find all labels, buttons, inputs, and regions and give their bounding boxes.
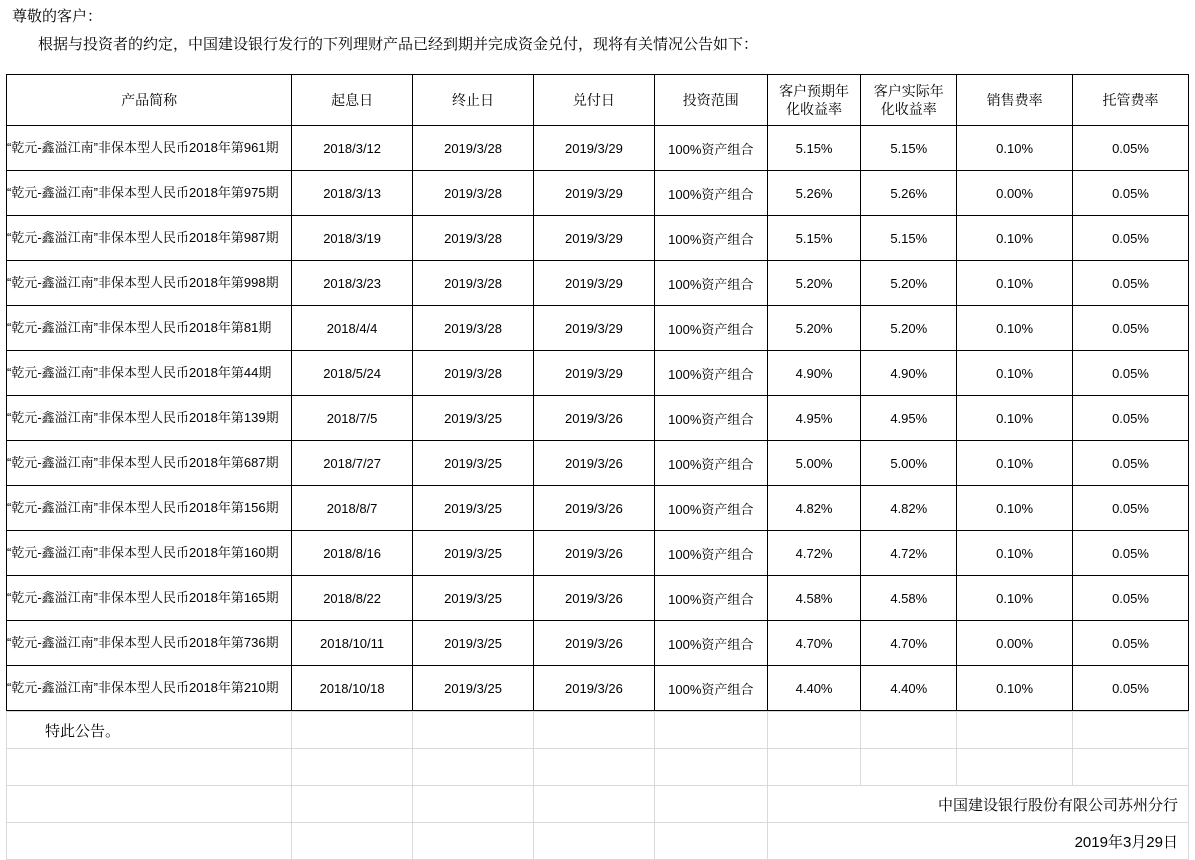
cell-expected-rate: 4.70% (767, 621, 861, 666)
col-header-actual-rate (861, 75, 957, 126)
cell-sales-fee: 0.00% (957, 171, 1073, 216)
cell-expected-rate: 4.82% (767, 486, 861, 531)
table-row (7, 126, 1189, 171)
cell-scope: 100%资产组合 (654, 621, 767, 666)
footer-blank-cell (292, 712, 413, 749)
cell-product: “乾元-鑫溢江南”非保本型人民币2018年第687期 (7, 441, 292, 486)
footer-blank-cell (533, 786, 654, 823)
cell-custody-fee: 0.05% (1073, 621, 1189, 666)
cell-product: “乾元-鑫溢江南”非保本型人民币2018年第961期 (7, 126, 292, 171)
cell-end-date: 2019/3/25 (413, 531, 534, 576)
cell-payment-date: 2019/3/26 (533, 621, 654, 666)
cell-scope: 100%资产组合 (654, 306, 767, 351)
cell-end-date: 2019/3/28 (413, 351, 534, 396)
footer-blank-cell (7, 749, 292, 786)
col-header-end-date: 终止日 (413, 75, 534, 126)
cell-product: “乾元-鑫溢江南”非保本型人民币2018年第210期 (7, 666, 292, 711)
cell-product: “乾元-鑫溢江南”非保本型人民币2018年第165期 (7, 576, 292, 621)
cell-sales-fee: 0.10% (957, 126, 1073, 171)
footer-blank-cell (7, 823, 292, 860)
cell-actual-rate: 4.70% (861, 621, 957, 666)
cell-start-date: 2018/8/7 (292, 486, 413, 531)
cell-start-date: 2018/5/24 (292, 351, 413, 396)
cell-expected-rate: 4.40% (767, 666, 861, 711)
col-header-sales-fee: 销售费率 (957, 75, 1073, 126)
cell-scope: 100%资产组合 (654, 486, 767, 531)
cell-expected-rate: 5.20% (767, 261, 861, 306)
cell-end-date: 2019/3/25 (413, 621, 534, 666)
cell-custody-fee: 0.05% (1073, 486, 1189, 531)
cell-scope: 100%资产组合 (654, 531, 767, 576)
cell-start-date: 2018/8/22 (292, 576, 413, 621)
salutation-text: 尊敬的客户： (12, 8, 103, 25)
cell-actual-rate: 5.15% (861, 216, 957, 261)
cell-expected-rate: 5.00% (767, 441, 861, 486)
cell-start-date: 2018/4/4 (292, 306, 413, 351)
table-row (7, 261, 1189, 306)
table-row (7, 621, 1189, 666)
col-header-start-date: 起息日 (292, 75, 413, 126)
footer-blank-cell (533, 749, 654, 786)
footer-blank-cell (533, 712, 654, 749)
cell-sales-fee: 0.10% (957, 531, 1073, 576)
cell-actual-rate: 5.26% (861, 171, 957, 216)
table-row (7, 306, 1189, 351)
table-row (7, 531, 1189, 576)
cell-sales-fee: 0.10% (957, 351, 1073, 396)
cell-expected-rate: 5.15% (767, 216, 861, 261)
cell-expected-rate: 5.26% (767, 171, 861, 216)
cell-custody-fee: 0.05% (1073, 306, 1189, 351)
cell-start-date: 2018/7/5 (292, 396, 413, 441)
cell-start-date: 2018/8/16 (292, 531, 413, 576)
footer-blank-cell (1073, 712, 1189, 749)
cell-end-date: 2019/3/28 (413, 261, 534, 306)
col-header-product: 产品简称 (7, 75, 292, 126)
cell-custody-fee: 0.05% (1073, 216, 1189, 261)
footer-blank-cell (292, 786, 413, 823)
footer-blank-cell (413, 712, 534, 749)
cell-expected-rate: 5.20% (767, 306, 861, 351)
footer-blank-cell (654, 712, 767, 749)
cell-product: “乾元-鑫溢江南”非保本型人民币2018年第44期 (7, 351, 292, 396)
cell-payment-date: 2019/3/26 (533, 486, 654, 531)
cell-end-date: 2019/3/28 (413, 126, 534, 171)
cell-sales-fee: 0.10% (957, 216, 1073, 261)
footer-blank-cell (413, 823, 534, 860)
footer-blank-cell (861, 749, 957, 786)
cell-payment-date: 2019/3/26 (533, 666, 654, 711)
cell-sales-fee: 0.10% (957, 306, 1073, 351)
cell-actual-rate: 4.72% (861, 531, 957, 576)
footer-blank-cell (654, 786, 767, 823)
cell-custody-fee: 0.05% (1073, 171, 1189, 216)
cell-scope: 100%资产组合 (654, 396, 767, 441)
footer-row-notice (7, 712, 1189, 749)
cell-scope: 100%资产组合 (654, 576, 767, 621)
col-header-expected-rate-line1: 客户预期年 (779, 83, 850, 99)
table-row (7, 351, 1189, 396)
cell-sales-fee: 0.10% (957, 576, 1073, 621)
cell-payment-date: 2019/3/29 (533, 216, 654, 261)
cell-custody-fee: 0.05% (1073, 666, 1189, 711)
table-row (7, 171, 1189, 216)
footer-blank-cell (861, 712, 957, 749)
col-header-scope: 投资范围 (654, 75, 767, 126)
cell-expected-rate: 4.58% (767, 576, 861, 621)
table-header (7, 75, 1189, 126)
table-row (7, 216, 1189, 261)
document-date: 2019年3月29日 (767, 823, 1188, 860)
footer-row-date (7, 823, 1189, 860)
cell-expected-rate: 4.72% (767, 531, 861, 576)
cell-start-date: 2018/7/27 (292, 441, 413, 486)
cell-product: “乾元-鑫溢江南”非保本型人民币2018年第975期 (7, 171, 292, 216)
cell-sales-fee: 0.10% (957, 396, 1073, 441)
table-row (7, 666, 1189, 711)
table-row (7, 576, 1189, 621)
col-header-expected-rate-line2: 化收益率 (786, 101, 843, 117)
cell-scope: 100%资产组合 (654, 441, 767, 486)
cell-product: “乾元-鑫溢江南”非保本型人民币2018年第139期 (7, 396, 292, 441)
cell-start-date: 2018/10/18 (292, 666, 413, 711)
cell-start-date: 2018/3/13 (292, 171, 413, 216)
cell-scope: 100%资产组合 (654, 171, 767, 216)
cell-sales-fee: 0.10% (957, 486, 1073, 531)
table-row (7, 396, 1189, 441)
cell-custody-fee: 0.05% (1073, 126, 1189, 171)
cell-expected-rate: 4.95% (767, 396, 861, 441)
products-table (6, 74, 1189, 711)
cell-product: “乾元-鑫溢江南”非保本型人民币2018年第81期 (7, 306, 292, 351)
cell-start-date: 2018/3/19 (292, 216, 413, 261)
cell-end-date: 2019/3/25 (413, 576, 534, 621)
cell-end-date: 2019/3/25 (413, 441, 534, 486)
cell-sales-fee: 0.00% (957, 621, 1073, 666)
cell-start-date: 2018/10/11 (292, 621, 413, 666)
cell-custody-fee: 0.05% (1073, 531, 1189, 576)
cell-product: “乾元-鑫溢江南”非保本型人民币2018年第998期 (7, 261, 292, 306)
footer-blank-cell (7, 786, 292, 823)
cell-payment-date: 2019/3/26 (533, 531, 654, 576)
col-header-payment-date: 兑付日 (533, 75, 654, 126)
cell-payment-date: 2019/3/26 (533, 576, 654, 621)
table-body (7, 126, 1189, 711)
cell-actual-rate: 4.95% (861, 396, 957, 441)
table-row (7, 441, 1189, 486)
cell-scope: 100%资产组合 (654, 351, 767, 396)
footer-blank-cell (654, 823, 767, 860)
cell-start-date: 2018/3/23 (292, 261, 413, 306)
cell-payment-date: 2019/3/29 (533, 126, 654, 171)
notice-text: 特此公告。 (7, 712, 292, 749)
cell-custody-fee: 0.05% (1073, 441, 1189, 486)
footer-blank-cell (1073, 749, 1189, 786)
col-header-actual-rate-line2: 化收益率 (880, 101, 937, 117)
intro-paragraph: 根据与投资者的约定，中国建设银行发行的下列理财产品已经到期并完成资金兑付，现将有关情况公告如下： (38, 36, 759, 53)
footer-blank-cell (767, 749, 861, 786)
cell-actual-rate: 4.82% (861, 486, 957, 531)
footer-blank-cell (957, 749, 1073, 786)
cell-end-date: 2019/3/25 (413, 396, 534, 441)
cell-product: “乾元-鑫溢江南”非保本型人民币2018年第160期 (7, 531, 292, 576)
cell-actual-rate: 5.20% (861, 306, 957, 351)
cell-scope: 100%资产组合 (654, 666, 767, 711)
cell-payment-date: 2019/3/26 (533, 396, 654, 441)
cell-expected-rate: 4.90% (767, 351, 861, 396)
cell-actual-rate: 5.15% (861, 126, 957, 171)
cell-sales-fee: 0.10% (957, 666, 1073, 711)
cell-actual-rate: 4.90% (861, 351, 957, 396)
table-row (7, 486, 1189, 531)
issuer-name: 中国建设银行股份有限公司苏州分行 (767, 786, 1188, 823)
footer-blank-cell (533, 823, 654, 860)
col-header-expected-rate (767, 75, 861, 126)
cell-end-date: 2019/3/25 (413, 666, 534, 711)
cell-payment-date: 2019/3/29 (533, 261, 654, 306)
footer-row-empty (7, 749, 1189, 786)
cell-custody-fee: 0.05% (1073, 351, 1189, 396)
cell-start-date: 2018/3/12 (292, 126, 413, 171)
cell-sales-fee: 0.10% (957, 441, 1073, 486)
cell-payment-date: 2019/3/29 (533, 171, 654, 216)
cell-custody-fee: 0.05% (1073, 261, 1189, 306)
cell-end-date: 2019/3/28 (413, 171, 534, 216)
cell-product: “乾元-鑫溢江南”非保本型人民币2018年第736期 (7, 621, 292, 666)
header-row (7, 75, 1189, 126)
footer-blank-cell (413, 749, 534, 786)
cell-payment-date: 2019/3/29 (533, 351, 654, 396)
cell-custody-fee: 0.05% (1073, 576, 1189, 621)
cell-actual-rate: 5.00% (861, 441, 957, 486)
footer-blank-cell (292, 823, 413, 860)
cell-product: “乾元-鑫溢江南”非保本型人民币2018年第156期 (7, 486, 292, 531)
cell-expected-rate: 5.15% (767, 126, 861, 171)
cell-payment-date: 2019/3/29 (533, 306, 654, 351)
cell-actual-rate: 4.40% (861, 666, 957, 711)
col-header-custody-fee: 托管费率 (1073, 75, 1189, 126)
cell-scope: 100%资产组合 (654, 261, 767, 306)
col-header-actual-rate-line1: 客户实际年 (873, 83, 944, 99)
cell-product: “乾元-鑫溢江南”非保本型人民币2018年第987期 (7, 216, 292, 261)
footer-blank-cell (654, 749, 767, 786)
cell-custody-fee: 0.05% (1073, 396, 1189, 441)
cell-scope: 100%资产组合 (654, 216, 767, 261)
footer-blank-cell (413, 786, 534, 823)
cell-actual-rate: 5.20% (861, 261, 957, 306)
cell-end-date: 2019/3/25 (413, 486, 534, 531)
cell-payment-date: 2019/3/26 (533, 441, 654, 486)
cell-end-date: 2019/3/28 (413, 216, 534, 261)
cell-scope: 100%资产组合 (654, 126, 767, 171)
cell-sales-fee: 0.10% (957, 261, 1073, 306)
cell-actual-rate: 4.58% (861, 576, 957, 621)
footer-row-issuer (7, 786, 1189, 823)
cell-end-date: 2019/3/28 (413, 306, 534, 351)
footer-blank-cell (767, 712, 861, 749)
footer-blank-cell (292, 749, 413, 786)
footer-blank-cell (957, 712, 1073, 749)
